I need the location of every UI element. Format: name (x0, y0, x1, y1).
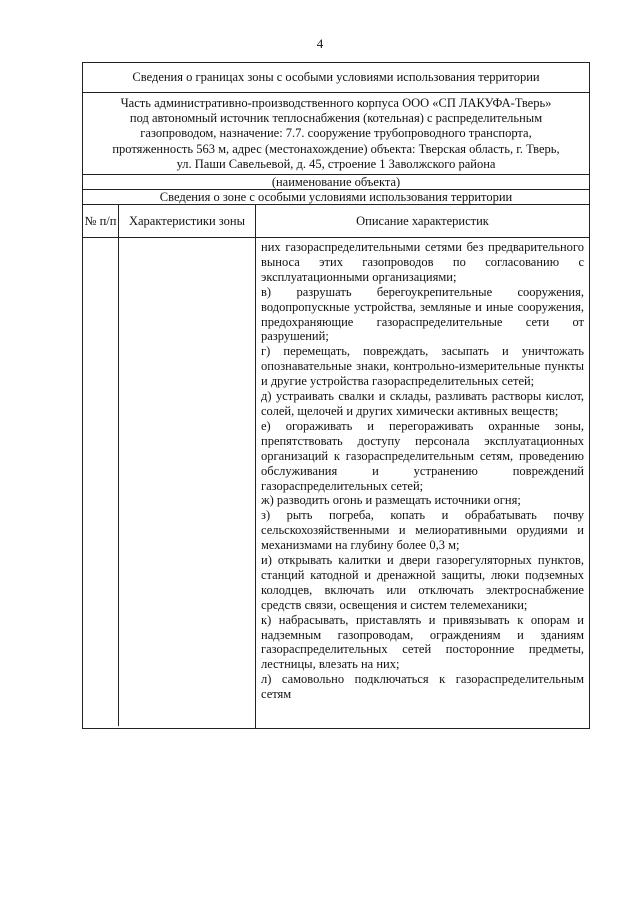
page-number: 4 (316, 36, 324, 51)
description-paragraph: л) самовольно подключаться к газораспределительным сетям (261, 672, 584, 702)
description-paragraph: них газораспределительными сетями без предварительного выноса этих газопроводов по согласованию с эксплуатационными организациями; (261, 240, 584, 284)
object-caption: (наименование объекта) (83, 175, 589, 190)
description-paragraph: г) перемещать, повреждать, засыпать и уничтожать опознавательные знаки, контрольно-измерительные пункты и другие устройства газораспределительных сетей; (261, 344, 584, 389)
object-name-line: протяженность 563 м, адрес (местонахождение) объекта: Тверская область, г. Тверь, (112, 141, 560, 156)
description-paragraph: к) набрасывать, приставлять и привязывать к опорам и надземным газопроводам, ограждениям и зданиям газораспределительных сетей посторонние предметы, лестницы, влезать на них; (261, 612, 584, 672)
object-name-line: газопроводом, назначение: 7.7. сооружение трубопроводного транспорта, (140, 126, 532, 141)
object-name-line: Часть административно-производственного корпуса ООО «СП ЛАКУФА-Тверь» (120, 96, 552, 110)
column-header-number: № п/п (83, 205, 118, 238)
description-paragraph: з) рыть погреба, копать и обрабатывать почву сельскохозяйственными и мелиоративными орудиями и механизмами на глубину более 0,3 м; (261, 508, 584, 553)
description-paragraph: в) разрушать берегоукрепительные сооружения, водопропускные устройства, земляные и иные сооружения, предохраняющие газораспределительные сети от разрушений; (261, 284, 584, 344)
cell-description (255, 238, 589, 728)
column-header-characteristics: Характеристики зоны (118, 205, 255, 238)
column-header-description: Описание характеристик (255, 205, 589, 238)
description-paragraph: е) огораживать и перегораживать охранные зоны, препятствовать доступу персонала эксплуатационных организаций к газораспределительным сетям, проведению обслуживания и устранению повреждений газораспределительных сетей; (261, 418, 584, 493)
object-name-block (83, 93, 589, 175)
description-paragraph: и) открывать калитки и двери газорегуляторных пунктов, станций катодной и дренажной защиты, люки подземных колодцев, включать или отключать электроснабжение средств связи, освещения и систем телемеханики; (261, 553, 584, 612)
characteristics-table (83, 204, 589, 728)
object-name-line: под автономный источник теплоснабжения (котельная) с распределительным (129, 111, 543, 126)
zone-info-title: Сведения о зоне с особыми условиями использования территории (159, 190, 513, 205)
description-paragraph: д) устраивать свалки и склады, разливать растворы кислот, солей, щелочей и других химически активных веществ; (261, 389, 584, 418)
description-paragraph: ж) разводить огонь и размещать источники огня; (261, 493, 521, 508)
zone-info-document (82, 62, 590, 729)
cell-characteristics (118, 238, 255, 726)
document-title: Сведения о границах зоны с особыми условиями использования территории (83, 63, 589, 93)
cell-number (83, 238, 118, 726)
object-name-line: ул. Паши Савельевой, д. 45, строение 1 Заволжского района (176, 156, 496, 171)
